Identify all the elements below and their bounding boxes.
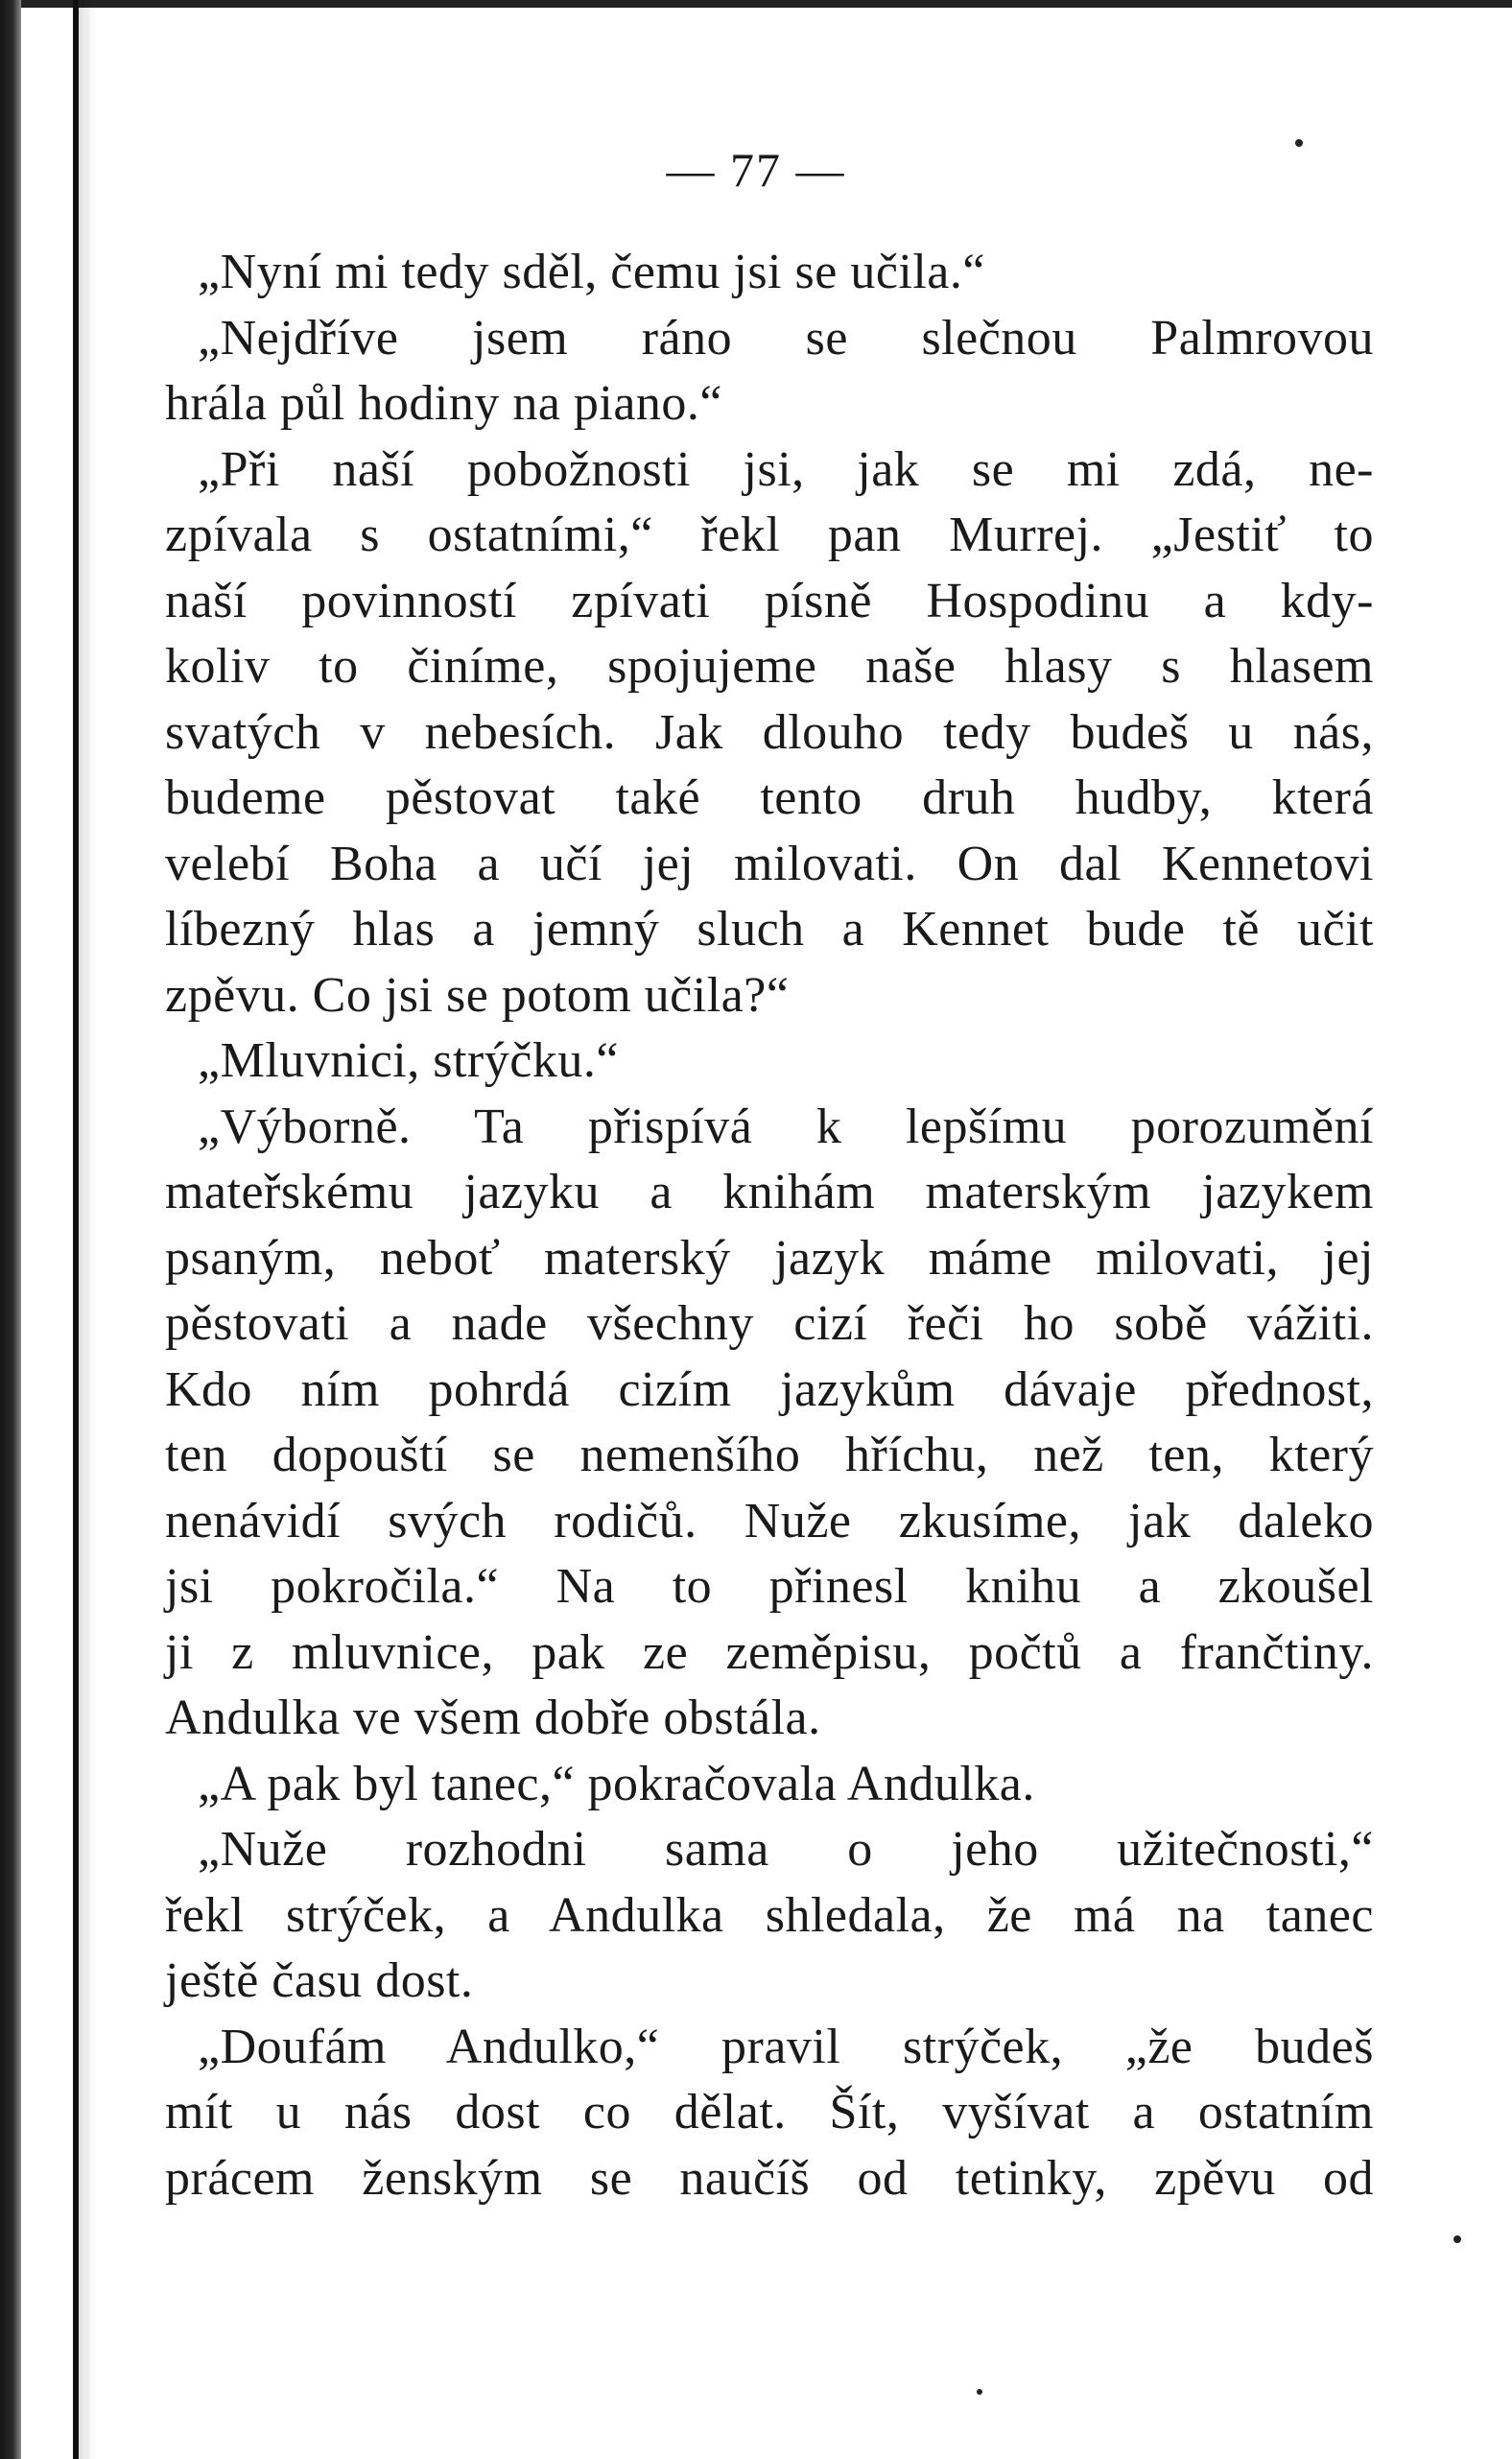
text-line: ten dopouští se nemenšího hříchu, než ten, který bbox=[165, 1428, 1374, 1482]
text-line: velebí Boha a učí jej milovati. On dal Kennetovi bbox=[165, 836, 1374, 891]
text-line: svatých v nebesích. Jak dlouho tedy budeš u nás, bbox=[165, 704, 1374, 760]
scan-speck bbox=[1295, 139, 1303, 147]
text-line: „Mluvnici, strýčku.“ bbox=[198, 1033, 619, 1088]
scan-left-edge bbox=[0, 0, 21, 2459]
text-line: „Nyní mi tedy sděl, čemu jsi se učila.“ bbox=[198, 245, 985, 299]
text-line: prácem ženským se naučíš od tetinky, zpěvu od bbox=[165, 2150, 1374, 2206]
scan-top-edge bbox=[0, 0, 1512, 8]
text-line: zpívala s ostatními,“ řekl pan Murrej. „Jestiť to bbox=[165, 508, 1374, 562]
page-body-text bbox=[165, 240, 1374, 2211]
text-line: „Nejdříve jsem ráno se slečnou Palmrovou bbox=[198, 310, 1374, 366]
text-line: „Doufám Andulko,“ pravil strýček, „že budeš bbox=[198, 2019, 1374, 2074]
page-number: — 77 — bbox=[666, 143, 846, 197]
text-line: koliv to činíme, spojujeme naše hlasy s hlasem bbox=[165, 639, 1374, 694]
text-line: mít u nás dost co dělat. Šít, vyšívat a ostatním bbox=[165, 2085, 1374, 2140]
text-line: nenávidí svých rodičů. Nuže zkusíme, jak daleko bbox=[165, 1493, 1374, 1549]
text-line: psaným, neboť materský jazyk máme milovati, jej bbox=[165, 1230, 1374, 1286]
text-line: Andulka ve všem dobře obstála. bbox=[165, 1691, 821, 1745]
text-line: ještě času dost. bbox=[165, 1953, 474, 2008]
text-line: „A pak byl tanec,“ pokračovala Andulka. bbox=[198, 1756, 1035, 1811]
text-line: řekl strýček, a Andulka shledala, že má na tanec bbox=[165, 1887, 1374, 1943]
scan-speck bbox=[977, 2389, 982, 2395]
text-line: „Výborně. Ta přispívá k lepšímu porozumění bbox=[198, 1099, 1374, 1154]
text-line: budeme pěstovat také tento druh hudby, která bbox=[165, 770, 1374, 825]
page-edge-shadow bbox=[79, 0, 96, 2459]
text-line: Kdo ním pohrdá cizím jazykům dávaje přednost, bbox=[165, 1361, 1374, 1417]
text-line: ji z mluvnice, pak ze zeměpisu, počtů a frančtiny. bbox=[165, 1624, 1374, 1680]
text-line: hrála půl hodiny na piano.“ bbox=[165, 376, 723, 431]
scan-speck bbox=[1453, 2235, 1461, 2243]
text-line: mateřskému jazyku a knihám materským jazykem bbox=[165, 1165, 1374, 1219]
text-line: líbezný hlas a jemný sluch a Kennet bude tě učit bbox=[165, 902, 1374, 957]
text-line: pěstovati a nade všechny cizí řeči ho sobě vážiti. bbox=[165, 1296, 1374, 1351]
text-line: „Nuže rozhodni sama o jeho užitečnosti,“ bbox=[198, 1822, 1374, 1877]
text-line: zpěvu. Co jsi se potom učila?“ bbox=[165, 967, 790, 1023]
text-line: „Při naší pobožnosti jsi, jak se mi zdá, ne- bbox=[198, 441, 1374, 497]
text-line: naší povinností zpívati písně Hospodinu a kdy- bbox=[165, 573, 1374, 628]
text-line: jsi pokročila.“ Na to přinesl knihu a zkoušel bbox=[165, 1559, 1374, 1614]
